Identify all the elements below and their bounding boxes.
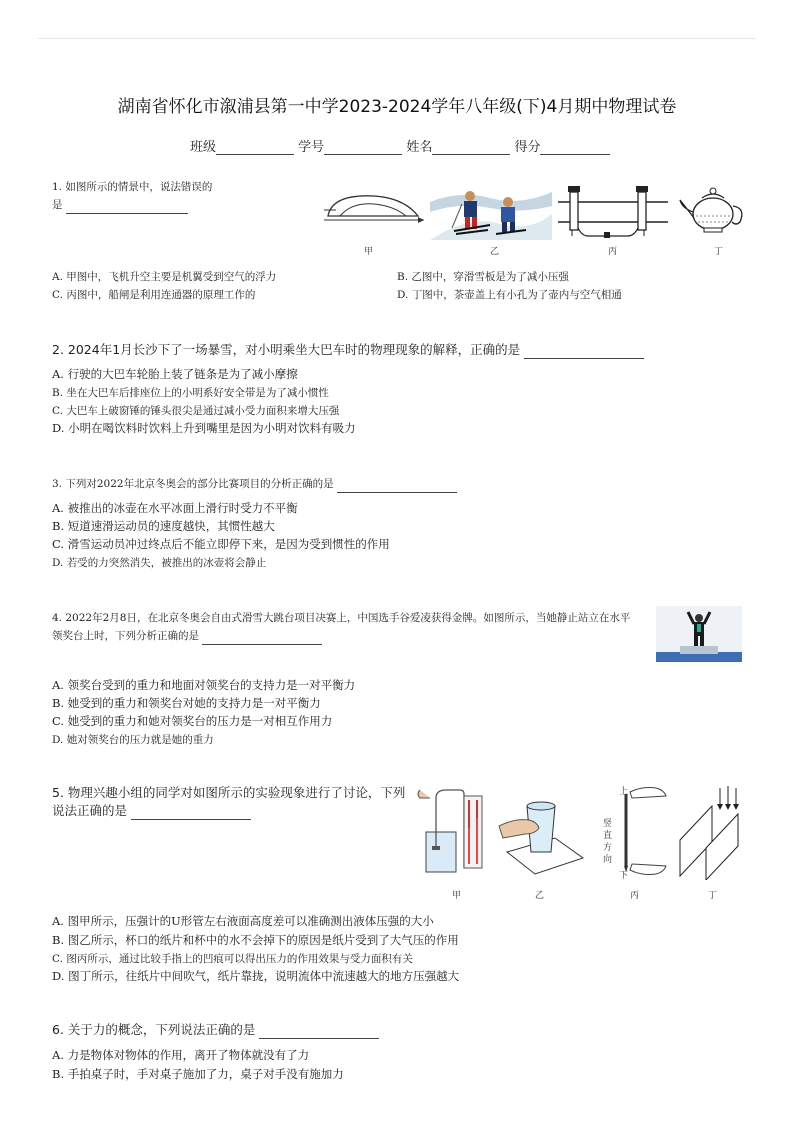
question-3-stem: 3. 下列对2022年北京冬奥会的部分比赛项目的分析正确的是 (52, 475, 457, 493)
score-field[interactable] (540, 140, 610, 155)
option-b[interactable]: B. 图乙所示，杯口的纸片和杯中的水不会掉下的原因是纸片受到了大气压的作用 (52, 933, 459, 947)
option-c[interactable]: C. 滑雪运动员冲过终点后不能立即停下来，是因为受到惯性的作用 (52, 537, 390, 551)
ship-lock-figure (558, 184, 668, 240)
option-c[interactable]: C. 大巴车上破窗锤的锤头很尖是通过减小受力面积来增大压强 (52, 405, 340, 417)
label-vertical-1: 竖 (603, 819, 613, 829)
option-d[interactable]: D. 小明在喝饮料时饮料上升到嘴里是因为小明对饮料有吸力 (52, 421, 356, 435)
label-down: 下 (619, 871, 629, 881)
option-a[interactable]: A. 甲图中，飞机升空主要是机翼受到空气的浮力 (52, 271, 277, 283)
class-field[interactable] (216, 140, 294, 155)
option-a[interactable]: A. 行驶的大巴车轮胎上装了链条是为了减小摩擦 (52, 367, 298, 381)
class-label: 班级 (190, 140, 217, 155)
option-a[interactable]: A. 力是物体对物体的作用，离开了物体就没有了力 (52, 1048, 310, 1062)
figure-caption: 丙 (608, 247, 618, 257)
option-b[interactable]: B. 乙图中，穿滑雪板是为了减小压强 (397, 271, 569, 283)
label-vertical-3: 方 (603, 843, 613, 853)
option-a[interactable]: A. 领奖台受到的重力和地面对领奖台的支持力是一对平衡力 (52, 678, 356, 692)
student-info-row (190, 136, 610, 155)
option-b[interactable]: B. 短道速滑运动员的速度越快，其惯性越大 (52, 519, 275, 533)
label-vertical-4: 向 (603, 855, 613, 865)
figure-caption: 丁 (708, 891, 718, 901)
name-field[interactable] (432, 140, 510, 155)
option-d[interactable]: D. 她对领奖台的压力就是她的重力 (52, 734, 214, 746)
figure-caption: 甲 (452, 891, 462, 901)
question-5-stem: 5. 物理兴趣小组的同学对如图所示的实验现象进行了讨论，下列 说法正确的是 (52, 785, 406, 818)
option-b[interactable]: B. 手拍桌子时，手对桌子施加了力，桌子对手没有施加力 (52, 1067, 344, 1081)
score-label: 得分 (514, 140, 541, 155)
answer-blank[interactable] (259, 1026, 379, 1039)
figure-caption: 丁 (714, 247, 724, 257)
question-2-stem: 2. 2024年1月长沙下了一场暴雪，对小明乘坐大巴车时的物理现象的解释，正确的是 (52, 341, 644, 359)
skiers-figure (430, 184, 552, 240)
airplane-wing-figure (322, 190, 430, 236)
option-a[interactable]: A. 图甲所示，压强计的U形管左右液面高度差可以准确测出液体压强的大小 (52, 914, 434, 928)
option-c[interactable]: C. 图丙所示，通过比较手指上的凹痕可以得出压力的作用效果与受力面积有关 (52, 953, 413, 965)
option-a[interactable]: A. 被推出的冰壶在水平冰面上滑行时受力不平衡 (52, 501, 298, 515)
pressure-gauge-figure (406, 788, 488, 878)
number-label: 学号 (298, 140, 325, 155)
podium-photo (656, 606, 742, 662)
label-vertical-2: 直 (603, 831, 613, 841)
pencil-pressing-figure (612, 782, 668, 882)
answer-blank[interactable] (202, 632, 322, 645)
answer-blank[interactable] (66, 201, 188, 214)
answer-blank[interactable] (524, 346, 644, 359)
option-c[interactable]: C. 丙图中，船闸是利用连通器的原理工作的 (52, 289, 256, 301)
page-title: 湖南省怀化市溆浦县第一中学2023-2024学年八年级(下)4月期中物理试卷 (117, 97, 677, 117)
option-b[interactable]: B. 她受到的重力和领奖台对她的支持力是一对平衡力 (52, 696, 321, 710)
number-field[interactable] (324, 140, 402, 155)
figure-caption: 丙 (630, 891, 640, 901)
answer-blank[interactable] (337, 480, 457, 493)
paper-sheets-figure (676, 784, 748, 880)
option-d[interactable]: D. 图丁所示，往纸片中间吹气，纸片靠拢，说明流体中流速越大的地方压强越大 (52, 969, 460, 983)
figure-caption: 乙 (490, 247, 500, 257)
option-c[interactable]: C. 她受到的重力和她对领奖台的压力是一对相互作用力 (52, 714, 333, 728)
answer-blank[interactable] (131, 807, 251, 820)
option-d[interactable]: D. 丁图中，茶壶盖上有小孔为了壶内与空气相通 (397, 289, 622, 301)
figure-caption: 甲 (364, 247, 374, 257)
teapot-figure (678, 182, 748, 240)
option-d[interactable]: D. 若受的力突然消失，被推出的冰壶将会静止 (52, 557, 267, 569)
figure-caption: 乙 (535, 891, 545, 901)
label-up: 上 (619, 787, 629, 797)
name-label: 姓名 (406, 140, 433, 155)
page-top-rule (38, 38, 756, 39)
inverted-cup-figure (497, 796, 585, 876)
question-6-stem: 6. 关于力的概念，下列说法正确的是 (52, 1021, 379, 1039)
question-4-stem: 4. 2022年2月8日，在北京冬奥会自由式滑雪大跳台项目决赛上，中国选手谷爱凌获得金牌。如图所示，当她静止站立在水平 领奖台上时，下列分析正确的是 (52, 609, 642, 645)
option-b[interactable]: B. 坐在大巴车后排座位上的小明系好安全带是为了减小惯性 (52, 387, 329, 399)
question-1-stem: 1. 如图所示的情景中，说法错误的 是 (52, 178, 212, 214)
